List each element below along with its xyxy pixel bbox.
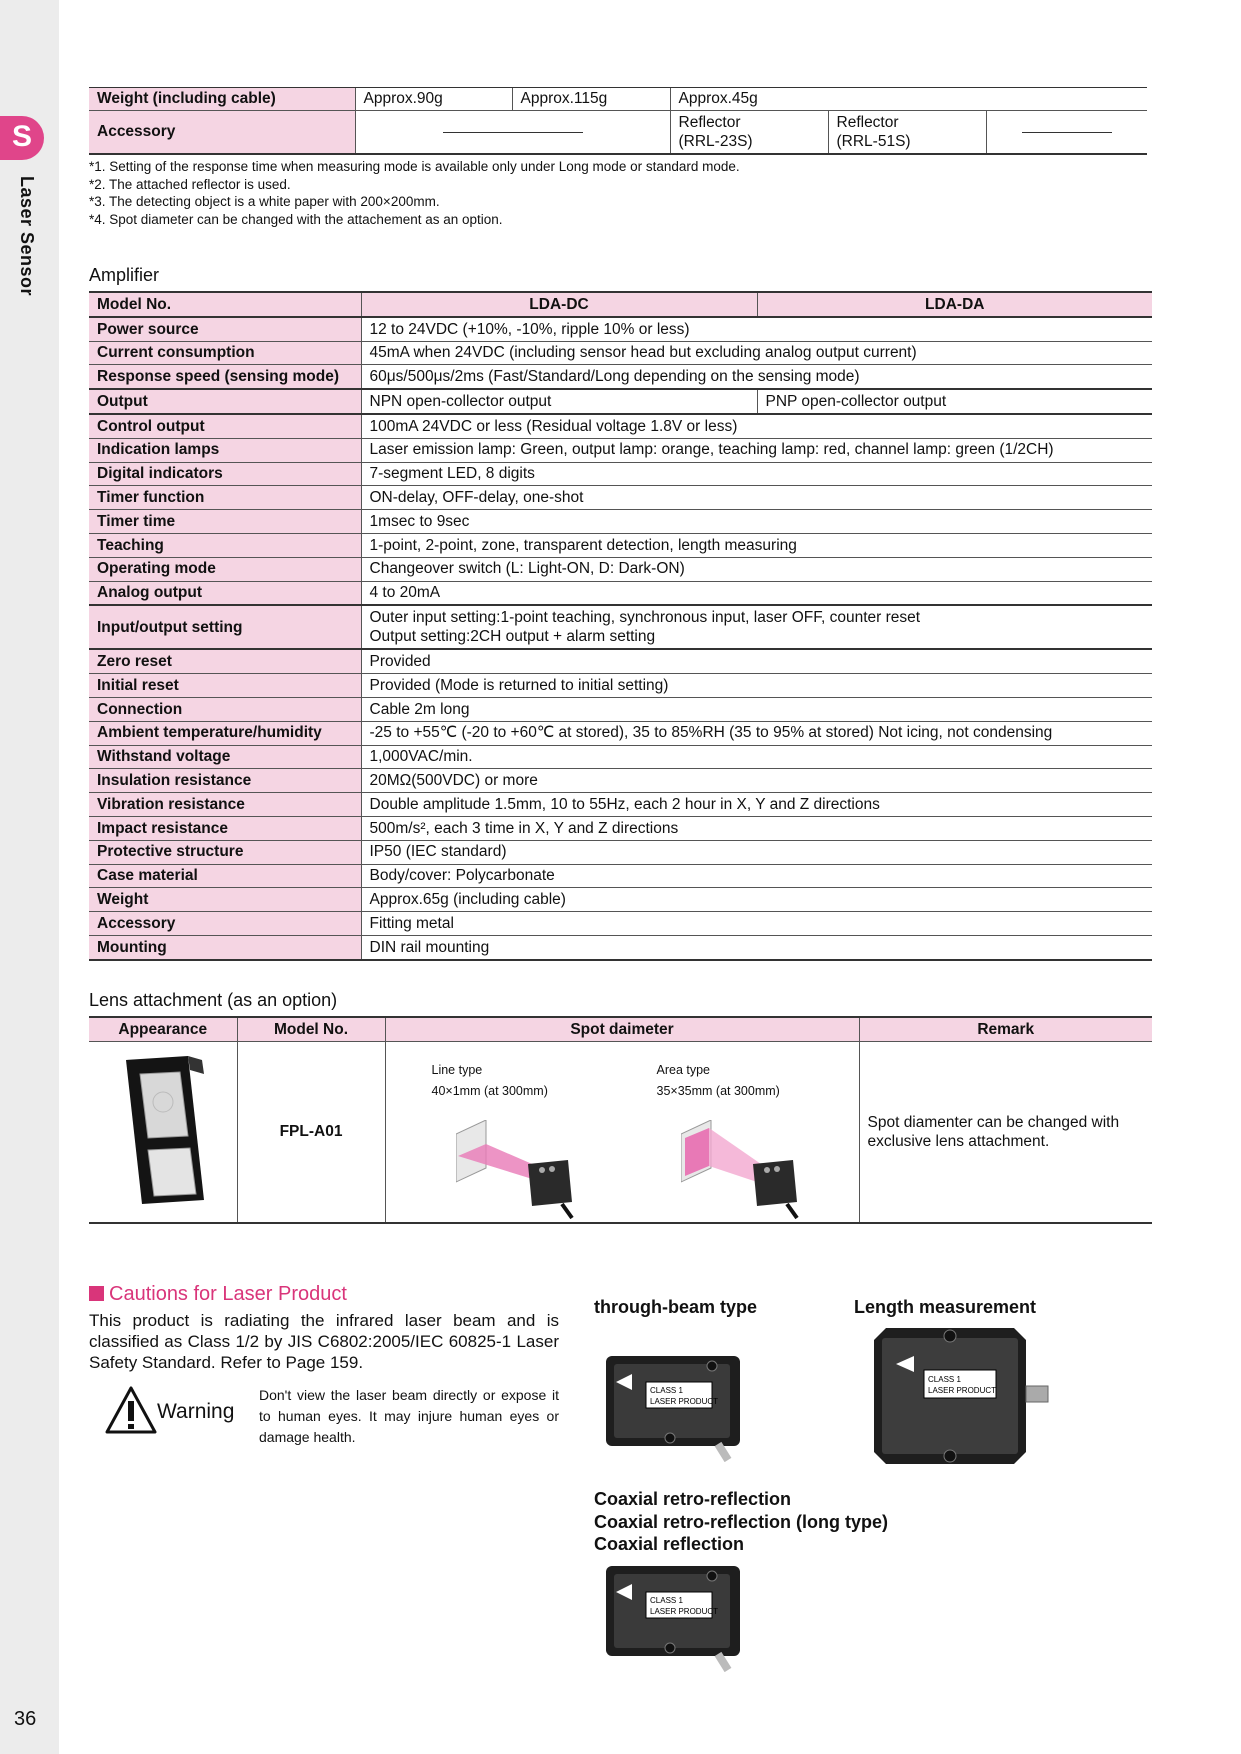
- spec-value: Body/cover: Polycarbonate: [361, 864, 1152, 888]
- class-label-1: CLASS 1: [650, 1386, 683, 1395]
- cautions-title: [89, 1283, 347, 1306]
- spec-label: Accessory: [89, 912, 361, 936]
- io-line-2: Output setting:2CH output + alarm setting: [369, 628, 656, 646]
- io-line-1: Outer input setting:1-point teaching, synchronous input, laser OFF, counter reset: [369, 608, 921, 626]
- spec-row: [89, 721, 1152, 745]
- top-spec-table: [89, 87, 1147, 155]
- spec-row: [89, 769, 1152, 793]
- header-model: Model No.: [237, 1017, 385, 1042]
- length-measurement-title: Length measurement: [854, 1297, 1037, 1317]
- spec-label: Operating mode: [89, 557, 361, 581]
- spec-label: Vibration resistance: [89, 793, 361, 817]
- area-type-spec: 35×35mm (at 300mm): [656, 1084, 780, 1098]
- output-label: Output: [89, 389, 361, 414]
- spec-row: [89, 557, 1152, 581]
- spec-label: Timer function: [89, 486, 361, 510]
- remark-line-2: exclusive lens attachment.: [867, 1133, 1050, 1150]
- spec-row: [89, 793, 1152, 817]
- spec-row: [89, 462, 1152, 486]
- spec-label: Power source: [89, 317, 361, 341]
- weight-value-3: Approx.45g: [670, 88, 1147, 111]
- area-type-block: [657, 1060, 780, 1102]
- page-number: 36: [14, 1708, 37, 1730]
- spec-label: Analog output: [89, 581, 361, 605]
- spec-label: Withstand voltage: [89, 745, 361, 769]
- output-da: PNP open-collector output: [757, 389, 1152, 414]
- spec-row: [89, 912, 1152, 936]
- weight-label: Weight (including cable): [89, 88, 355, 111]
- footnote-1: *1. Setting of the response time when measuring mode is available only under Long mode or standard mode.: [89, 159, 740, 174]
- dash-line: [443, 132, 583, 133]
- spec-value: Provided: [361, 649, 1152, 673]
- lens-appearance-cell: [89, 1042, 237, 1224]
- accessory-none-2: [986, 111, 1147, 155]
- spec-value: -25 to +55℃ (-20 to +60℃ at stored), 35 to 85%RH (35 to 95% at stored) Not icing, not condensing: [361, 721, 1152, 745]
- class-label-1: CLASS 1: [650, 1596, 683, 1605]
- line-type-spec: 40×1mm (at 300mm): [431, 1084, 548, 1098]
- spec-value: 4 to 20mA: [361, 581, 1152, 605]
- class-label-2: LASER PRODUCT: [650, 1607, 719, 1616]
- reflector-1-line1: Reflector: [678, 113, 741, 131]
- spec-value: 60μs/500μs/2ms (Fast/Standard/Long depending on the sensing mode): [361, 365, 1152, 389]
- line-type-label: Line type: [431, 1063, 483, 1077]
- spec-row: [89, 438, 1152, 462]
- warning-text: Don't view the laser beam directly or expose it to human eyes. It may injure human eyes or damage health.: [259, 1387, 559, 1445]
- spec-row: [89, 414, 1152, 438]
- spec-value: 45mA when 24VDC (including sensor head but excluding analog output current): [361, 341, 1152, 365]
- remark-cell: [859, 1042, 1152, 1224]
- reflector-2-line2: (RRL-51S): [836, 133, 911, 150]
- io-setting-label: Input/output setting: [89, 605, 361, 649]
- lens-model: FPL-A01: [237, 1042, 385, 1224]
- accessory-reflector-1: [670, 111, 828, 155]
- spec-label: Weight: [89, 888, 361, 912]
- length-measurement-device-image: [866, 1326, 1056, 1468]
- spec-value: 100mA 24VDC or less (Residual voltage 1.8V or less): [361, 414, 1152, 438]
- spec-value: 7-segment LED, 8 digits: [361, 462, 1152, 486]
- section-badge: [0, 116, 44, 160]
- spec-value: 12 to 24VDC (+10%, -10%, ripple 10% or less): [361, 317, 1152, 341]
- spec-value: Fitting metal: [361, 912, 1152, 936]
- rows-group-b: [89, 414, 1152, 605]
- spec-row: [89, 888, 1152, 912]
- warning-triangle-icon: [105, 1386, 157, 1436]
- spec-value: 1-point, 2-point, zone, transparent detection, length measuring: [361, 533, 1152, 557]
- io-setting-value: [361, 605, 1152, 649]
- spec-row: [89, 341, 1152, 365]
- class-label-1: CLASS 1: [928, 1375, 961, 1384]
- lens-attachment-image: [118, 1054, 208, 1204]
- spec-label: Insulation resistance: [89, 769, 361, 793]
- spec-value: 1msec to 9sec: [361, 510, 1152, 534]
- remark-line-1: Spot diamenter can be changed with: [867, 1113, 1120, 1131]
- amplifier-spec-table: [89, 291, 1152, 961]
- spec-label: Ambient temperature/humidity: [89, 721, 361, 745]
- spec-row: [89, 533, 1152, 557]
- spec-label: Zero reset: [89, 649, 361, 673]
- spec-value: 20MΩ(500VDC) or more: [361, 769, 1152, 793]
- area-type-diagram: [681, 1120, 811, 1220]
- spec-row: [89, 365, 1152, 389]
- spec-label: Protective structure: [89, 840, 361, 864]
- through-beam-title: through-beam type: [594, 1297, 758, 1317]
- footnotes: [89, 158, 740, 228]
- spec-label: Connection: [89, 697, 361, 721]
- model-no-label: Model No.: [89, 292, 361, 317]
- spec-label: Teaching: [89, 533, 361, 557]
- amplifier-title: Amplifier: [89, 265, 160, 285]
- sidebar: [0, 0, 59, 1754]
- weight-value-1: Approx.90g: [355, 88, 512, 111]
- output-dc: NPN open-collector output: [361, 389, 757, 414]
- spec-row: [89, 697, 1152, 721]
- header-appearance: Appearance: [89, 1017, 237, 1042]
- spec-label: Current consumption: [89, 341, 361, 365]
- class-label-2: LASER PRODUCT: [928, 1386, 997, 1395]
- warning-block: [105, 1386, 265, 1438]
- spec-label: Initial reset: [89, 674, 361, 698]
- lens-table: [89, 1016, 1152, 1224]
- lens-title: Lens attachment (as an option): [89, 990, 338, 1010]
- spec-value: Changeover switch (L: Light-ON, D: Dark-ON): [361, 557, 1152, 581]
- spec-label: Impact resistance: [89, 816, 361, 840]
- spec-row: [89, 864, 1152, 888]
- class-label-2: LASER PRODUCT: [650, 1397, 719, 1406]
- footnote-3: *3. The detecting object is a white paper with 200×200mm.: [89, 194, 440, 210]
- spec-label: Response speed (sensing mode): [89, 365, 361, 389]
- spec-label: Timer time: [89, 510, 361, 534]
- spec-row: [89, 745, 1152, 769]
- spec-value: Cable 2m long: [361, 697, 1152, 721]
- area-type-label: Area type: [656, 1063, 711, 1077]
- header-remark: Remark: [859, 1017, 1152, 1042]
- spec-label: Digital indicators: [89, 462, 361, 486]
- rows-group-a: [89, 317, 1152, 389]
- spec-row: [89, 581, 1152, 605]
- model-dc: LDA-DC: [361, 292, 757, 317]
- coaxial-device-image: [600, 1562, 740, 1672]
- spec-value: DIN rail mounting: [361, 935, 1152, 959]
- spec-value: 500m/s², each 3 time in X, Y and Z directions: [361, 816, 1152, 840]
- spot-diameter-cell: [385, 1042, 859, 1224]
- spec-label: Indication lamps: [89, 438, 361, 462]
- spec-value: Double amplitude 1.5mm, 10 to 55Hz, each 2 hour in X, Y and Z directions: [361, 793, 1152, 817]
- coaxial-titles: [594, 1488, 888, 1556]
- square-bullet-icon: [89, 1286, 104, 1301]
- spec-row: [89, 317, 1152, 341]
- spec-value: IP50 (IEC standard): [361, 840, 1152, 864]
- reflector-1-line2: (RRL-23S): [678, 133, 753, 150]
- cautions-body: This product is radiating the infrared laser beam and is classified as Class 1/2 by JIS C6802:2005/IEC 60825-1 Laser Safety Standard. Refer to Page 159.: [89, 1311, 559, 1372]
- spec-value: Provided (Mode is returned to initial setting): [361, 674, 1152, 698]
- reflector-2-line1: Reflector: [836, 113, 899, 131]
- accessory-none-1: [355, 111, 670, 155]
- coaxial-title-3: Coaxial reflection: [594, 1534, 745, 1554]
- accessory-reflector-2: [828, 111, 986, 155]
- rows-group-c: [89, 649, 1152, 959]
- section-label: Laser Sensor: [17, 176, 37, 297]
- spec-value: Approx.65g (including cable): [361, 888, 1152, 912]
- spec-row: [89, 840, 1152, 864]
- cautions-title-text: Cautions for Laser Product: [109, 1283, 347, 1305]
- spec-label: Case material: [89, 864, 361, 888]
- model-da: LDA-DA: [757, 292, 1152, 317]
- spec-value: 1,000VAC/min.: [361, 745, 1152, 769]
- spec-row: [89, 674, 1152, 698]
- spec-row: [89, 510, 1152, 534]
- header-spot: Spot daimeter: [385, 1017, 859, 1042]
- weight-value-2: Approx.115g: [512, 88, 670, 111]
- through-beam-device-image: [600, 1352, 740, 1462]
- line-type-block: [432, 1060, 548, 1102]
- spec-row: [89, 816, 1152, 840]
- spec-label: Mounting: [89, 935, 361, 959]
- coaxial-title-2: Coaxial retro-reflection (long type): [594, 1511, 889, 1532]
- spec-value: ON-delay, OFF-delay, one-shot: [361, 486, 1152, 510]
- spec-row: [89, 935, 1152, 959]
- coaxial-title-1: Coaxial retro-reflection: [594, 1489, 792, 1509]
- spec-label: Control output: [89, 414, 361, 438]
- spec-row: [89, 649, 1152, 673]
- warning-word: Warning: [157, 1400, 235, 1423]
- section-badge-letter: S: [12, 120, 33, 153]
- accessory-label: Accessory: [89, 111, 355, 155]
- dash-line: [1022, 132, 1112, 133]
- spec-value: Laser emission lamp: Green, output lamp: orange, teaching lamp: red, channel lamp: green (1/2CH): [361, 438, 1152, 462]
- footnote-2: *2. The attached reflector is used.: [89, 176, 291, 192]
- footnote-4: *4. Spot diameter can be changed with the attachement as an option.: [89, 211, 503, 227]
- line-type-diagram: [456, 1120, 586, 1220]
- spec-row: [89, 486, 1152, 510]
